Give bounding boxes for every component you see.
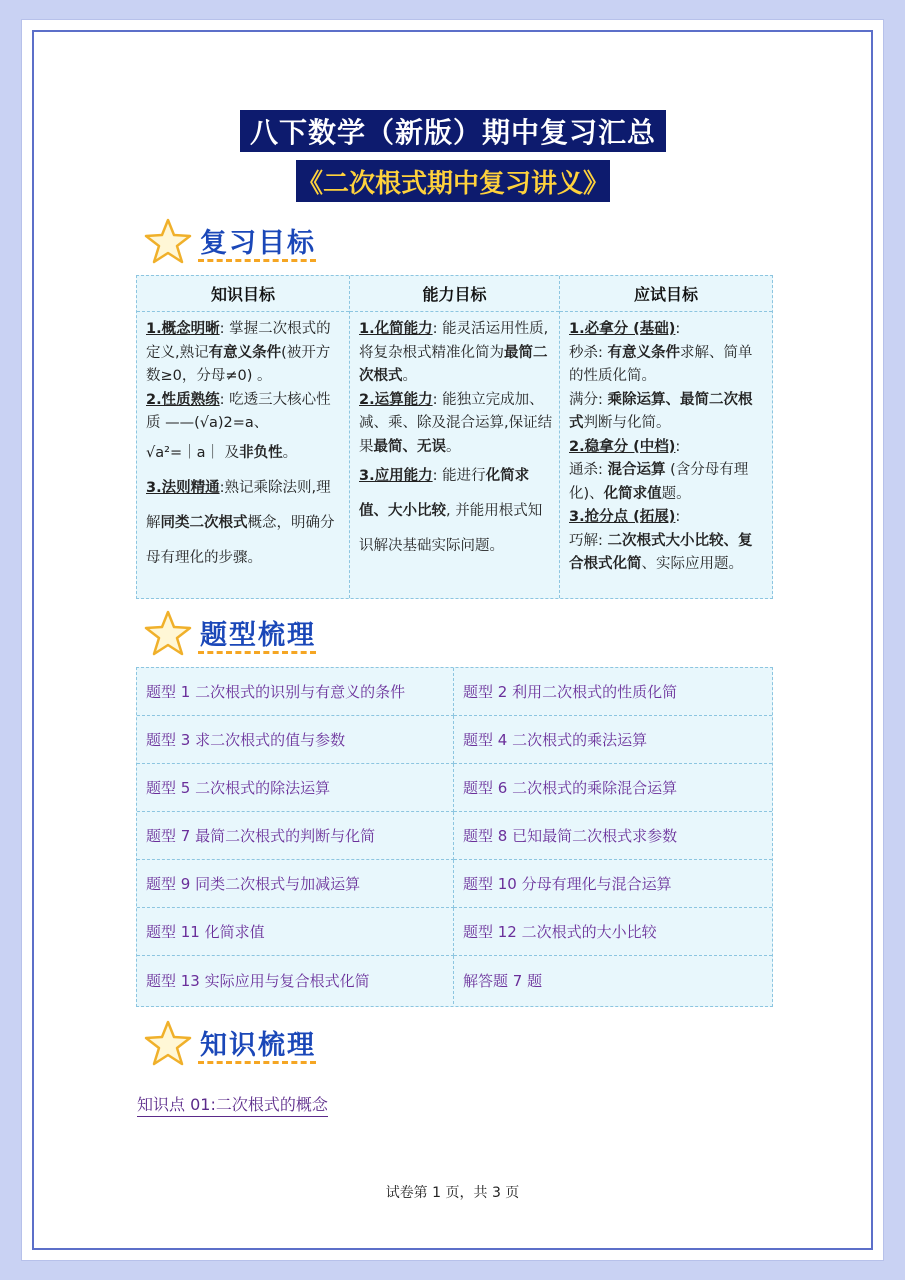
page <box>22 20 883 1260</box>
star-icon <box>142 217 194 265</box>
goal-text: : 能灵活运用性质,将复杂根式精准化简为 <box>359 321 549 361</box>
section-header-types <box>142 605 402 665</box>
goal-text: 题。 <box>661 485 691 502</box>
question-type-item: 题型 13 实际应用与复合根式化简 <box>137 956 454 1004</box>
goal-bold-text: 非负性 <box>239 444 283 461</box>
question-type-item: 解答题 7 题 <box>463 971 543 990</box>
section-underline <box>198 651 316 654</box>
goal-text: 。 <box>446 438 461 455</box>
question-type-item: 题型 5 二次根式的除法运算 <box>137 764 454 812</box>
goal-text: 求解、简单的性质化简。 <box>569 344 753 384</box>
goal-text: : 能独立完成加、减、乘、除及混合运算,保证结果 <box>359 391 553 455</box>
goal-text: : 能进行 <box>432 468 486 484</box>
question-type-item: 题型 7 最简二次根式的判断与化简 <box>137 812 454 860</box>
goal-item-title: 3.应用能力 <box>359 468 433 484</box>
goal-bold-text: 二次根式大小比较、复合根式化简 <box>569 532 753 572</box>
page-footer: 试卷第 1 页，共 3 页 <box>385 1185 520 1201</box>
goal-text: 判断与化简。 <box>583 415 671 431</box>
goal-text: (被开方数≥0，分母≠0) 。 <box>146 344 331 384</box>
goal-text: , 并能用根式知识解决基础实际问题。 <box>359 503 543 554</box>
goal-bold-text: 化简求值、大小比较 <box>359 468 530 519</box>
goal-text: 通杀: <box>569 462 608 478</box>
question-type-item: 题型 3 求二次根式的值与参数 <box>137 716 454 764</box>
goal-bold-text: 化简求值 <box>603 485 662 502</box>
goal-text: : <box>675 509 681 525</box>
goal-header: 知识目标 <box>137 276 349 312</box>
question-type-item: 题型 2 利用二次根式的性质化简 <box>454 668 772 716</box>
goal-column-exam <box>560 276 772 598</box>
goal-item-title: 3.抢分点 (拓展) <box>569 509 676 525</box>
goal-bold-text: 混合运算 <box>607 462 666 478</box>
section-underline <box>198 259 316 262</box>
question-type-item: 题型 8 已知最简二次根式求参数 <box>454 812 772 860</box>
section-underline <box>198 1061 316 1064</box>
goal-text: : 掌握二次根式的定义,熟记 <box>146 321 331 361</box>
goal-bold-text: 最简、无误 <box>373 438 446 455</box>
goal-item-title: 1.概念明晰 <box>146 321 220 337</box>
question-type-item: 题型 1 二次根式的识别与有意义的条件 <box>137 668 454 716</box>
goal-item-title: 2.性质熟练 <box>146 391 220 408</box>
goal-text: 及 <box>219 444 240 461</box>
question-type-item: 题型 9 同类二次根式与加减运算 <box>137 860 454 908</box>
goal-bold-text: 有意义条件 <box>208 344 282 361</box>
question-type-item: 题型 4 二次根式的乘法运算 <box>454 716 772 764</box>
goal-bold-text: 最简二次根式 <box>359 344 548 384</box>
goal-bold-text: 同类二次根式 <box>160 515 248 531</box>
goal-column-knowledge <box>137 276 350 598</box>
goal-text: 。 <box>402 368 417 384</box>
question-types-grid <box>136 667 773 1007</box>
question-type-item: 题型 10 分母有理化与混合运算 <box>454 860 772 908</box>
goal-body <box>137 312 349 576</box>
goal-body <box>560 312 772 577</box>
goal-text: : 吃透三大核心性质 ——(√a)2=a、 <box>146 391 331 431</box>
goal-item-title: 1.化简能力 <box>359 321 433 337</box>
page-subtitle: 《二次根式期中复习讲义》 <box>296 160 610 202</box>
goal-item-title: 1.必拿分 (基础) <box>569 321 676 337</box>
goals-table <box>136 275 773 599</box>
question-type-item: 题型 6 二次根式的乘除混合运算 <box>454 764 772 812</box>
goal-text: 概念，明确分母有理化的步骤。 <box>146 515 335 566</box>
knowledge-point-link[interactable]: 知识点 01:二次根式的概念 <box>137 1092 328 1117</box>
section-header-goals <box>142 213 402 273</box>
goal-body <box>350 312 559 564</box>
section-title: 题型梳理 <box>200 620 316 651</box>
goal-item-title: 2.运算能力 <box>359 391 433 408</box>
goal-text: : <box>675 321 681 337</box>
section-title: 复习目标 <box>200 228 316 259</box>
goal-item-title: 3.法则精通 <box>146 480 220 496</box>
goal-text: 满分: <box>569 391 608 408</box>
goal-text: (含分母有理化)、 <box>569 462 749 502</box>
goal-text: 。 <box>282 444 298 461</box>
page-title: 八下数学（新版）期中复习汇总 <box>240 110 666 152</box>
goal-header: 能力目标 <box>350 276 559 312</box>
formula: √a²=｜a｜ <box>146 444 220 461</box>
goal-text: 巧解: <box>569 532 608 549</box>
goal-header: 应试目标 <box>560 276 772 312</box>
goal-bold-text: 乘除运算、最简二次根式 <box>569 391 753 431</box>
goal-column-ability <box>350 276 560 598</box>
goal-item-title: 2.稳拿分 (中档) <box>569 438 676 455</box>
goal-text: 、实际应用题。 <box>641 556 743 572</box>
star-icon <box>142 1019 194 1067</box>
section-title: 知识梳理 <box>200 1030 316 1061</box>
goal-bold-text: 有意义条件 <box>607 344 680 361</box>
question-type-item: 题型 11 化简求值 <box>137 908 454 956</box>
goal-text: 秒杀: <box>569 344 608 361</box>
star-icon <box>142 609 194 657</box>
goal-text: :熟记乘除法则,理解 <box>146 480 331 531</box>
question-type-item: 题型 12 二次根式的大小比较 <box>454 908 772 956</box>
section-header-knowledge <box>142 1015 402 1075</box>
goal-text: : <box>675 438 681 455</box>
